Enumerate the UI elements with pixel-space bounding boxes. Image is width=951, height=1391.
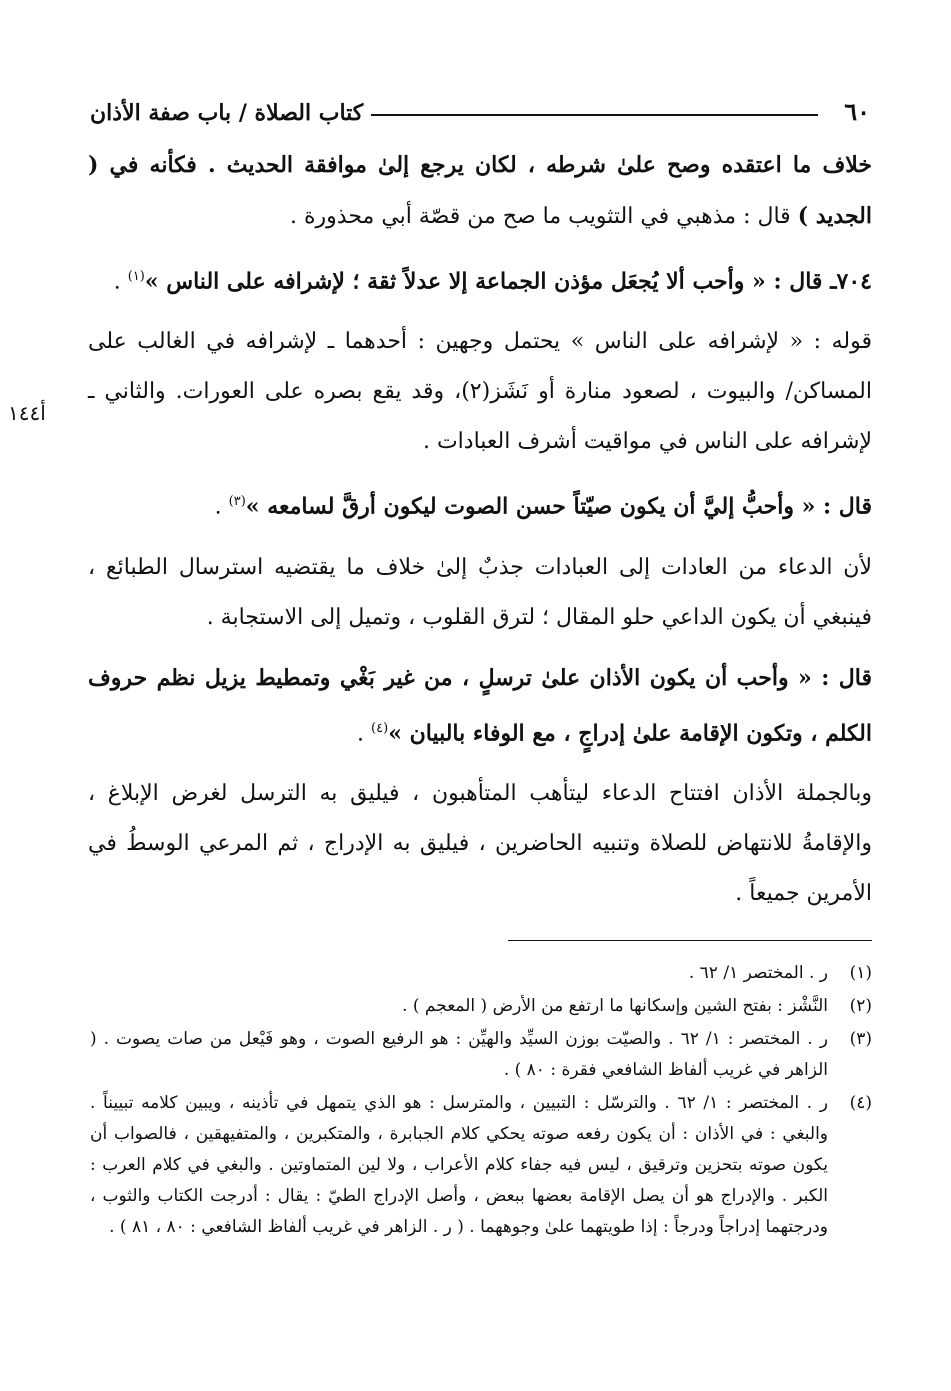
page-header [90, 88, 870, 126]
paragraph-1 [88, 140, 872, 242]
paragraph-1-bold: خلاف ما اعتقده وصح علىٰ شرطه ، لكان يرجع إلىٰ موافقة الحديث . فكأنه في ( الجديد ) [88, 152, 872, 229]
main-text [88, 140, 872, 929]
footnote-ref-1: (١) [127, 269, 145, 284]
paragraph-4-bold: قال : « وأحبُّ إليَّ أن يكون صيّتاً حسن الصوت ليكون أرقَّ لسامعه » [245, 493, 872, 520]
paragraph-6-bold: قال : « وأحب أن يكون الأذان علىٰ ترسلٍ ، من غير بَغْي وتمطيط يزيل نظم حروف الكلم ، وتكون الإقامة علىٰ إدراجٍ ، مع الوفاء بالبيان » [88, 664, 872, 746]
footnote-3 [90, 1024, 872, 1086]
footnote-number: (٣) [849, 1029, 872, 1049]
footnote-text: ر . المختصر : ١/ ٦٢ . والصيّت بوزن السيِّد والهيِّن : هو الرفيع الصوت ، وهو فَيْعل من صات يصوت . ( الزاهر في غريب ألفاظ الشافعي فقرة : ٨٠ ) . [90, 1029, 828, 1080]
footnote-text: ر . المختصر : ١/ ٦٢ . والترسّل : التبيين ، والمترسل : هو الذي يتمهل في تأذينه ، ويبين كلامه تبييناً . والبغي : في الأذان : أن يكون رفعه صوته يحكي كلام الجبابرة ، والمتكبرين ، والمتفيهقين ، فالصواب أن يكون صوته بتحزين وترقيق ، ليس فيه جفاء كلام الأعراب ، ولا لين المتماوتين . والبغي في كلام العرب : الكبر . والإدراج هو أن يصل الإقامة بعضها ببعض ، وأصل الإدراج الطيّ : يقال : أدرجت الكتاب والثوب ، ودرجتهما إدراجاً ودرجاً : إذا طويتهما علىٰ وجوههما . ( ر . الزاهر في غريب ألفاظ الشافعي : ٨٠ ، ٨١ ) . [90, 1093, 828, 1237]
footnote-ref-3: (٣) [228, 494, 246, 510]
footnote-4 [90, 1088, 872, 1243]
paragraph-6 [88, 653, 872, 759]
footnotes [90, 958, 872, 1245]
footnote-separator [508, 940, 872, 941]
footnote-ref-4: (٤) [371, 720, 389, 736]
paragraph-1-text: قال : مذهبي في التثويب ما صح من قصّة أبي محذورة . [290, 204, 798, 229]
paragraph-2-text: . [113, 269, 128, 295]
paragraph-2-bold: ٧٠٤ـ قال : « وأحب ألا يُجعَل مؤذن الجماعة إلا عدلاً ثقة ؛ لإشرافه على الناس » [144, 268, 872, 295]
paragraph-3: قوله : « لإشرافه على الناس » يحتمل وجهين : أحدهما ـ لإشرافه في الغالب على المساكن/ والبيوت ، لصعود منارة أو نَشَز(٢)، وقد يقع بصره على العورات. والثاني ـ لإشرافه على الناس في مواقيت أشرف العبادات . [88, 329, 872, 455]
paragraph-4-text: . [214, 494, 229, 520]
header-rule [371, 114, 818, 116]
paragraph-6-text: . [357, 720, 372, 746]
footnote-number: (٤) [849, 1093, 872, 1113]
footnote-text: ر . المختصر ١/ ٦٢ . [688, 963, 828, 983]
footnote-number: (١) [849, 963, 872, 983]
page-number: ٦٠ [844, 97, 870, 126]
footnote-2 [90, 991, 872, 1022]
paragraph-2 [88, 252, 872, 307]
paragraph-7: وبالجملة الأذان افتتاح الدعاء ليتأهب المتأهبون ، فيليق به الترسل لغرض الإبلاغ ، والإقامةُ للانتهاض للصلاة وتنبيه الحاضرين ، فيليق به الإدراج ، ثم المرعي الوسطُ في الأمرين جميعاً . [88, 780, 872, 906]
footnote-number: (٢) [849, 996, 872, 1016]
footnote-1 [90, 958, 872, 989]
paragraph-5: لأن الدعاء من العادات إلى العبادات جذبٌ إلىٰ خلاف ما يقتضيه استرسال الطبائع ، فينبغي أن يكون الداعي حلو المقال ؛ لترق القلوب ، وتميل إلى الاستجابة . [88, 554, 872, 630]
margin-folio-note: أ١٤٤ [8, 401, 46, 425]
paragraph-4 [88, 477, 872, 532]
running-title: كتاب الصلاة / باب صفة الأذان [90, 100, 364, 126]
footnote-text: النَّشْز : بفتح الشين وإسكانها ما ارتفع من الأرض ( المعجم ) . [402, 996, 828, 1016]
